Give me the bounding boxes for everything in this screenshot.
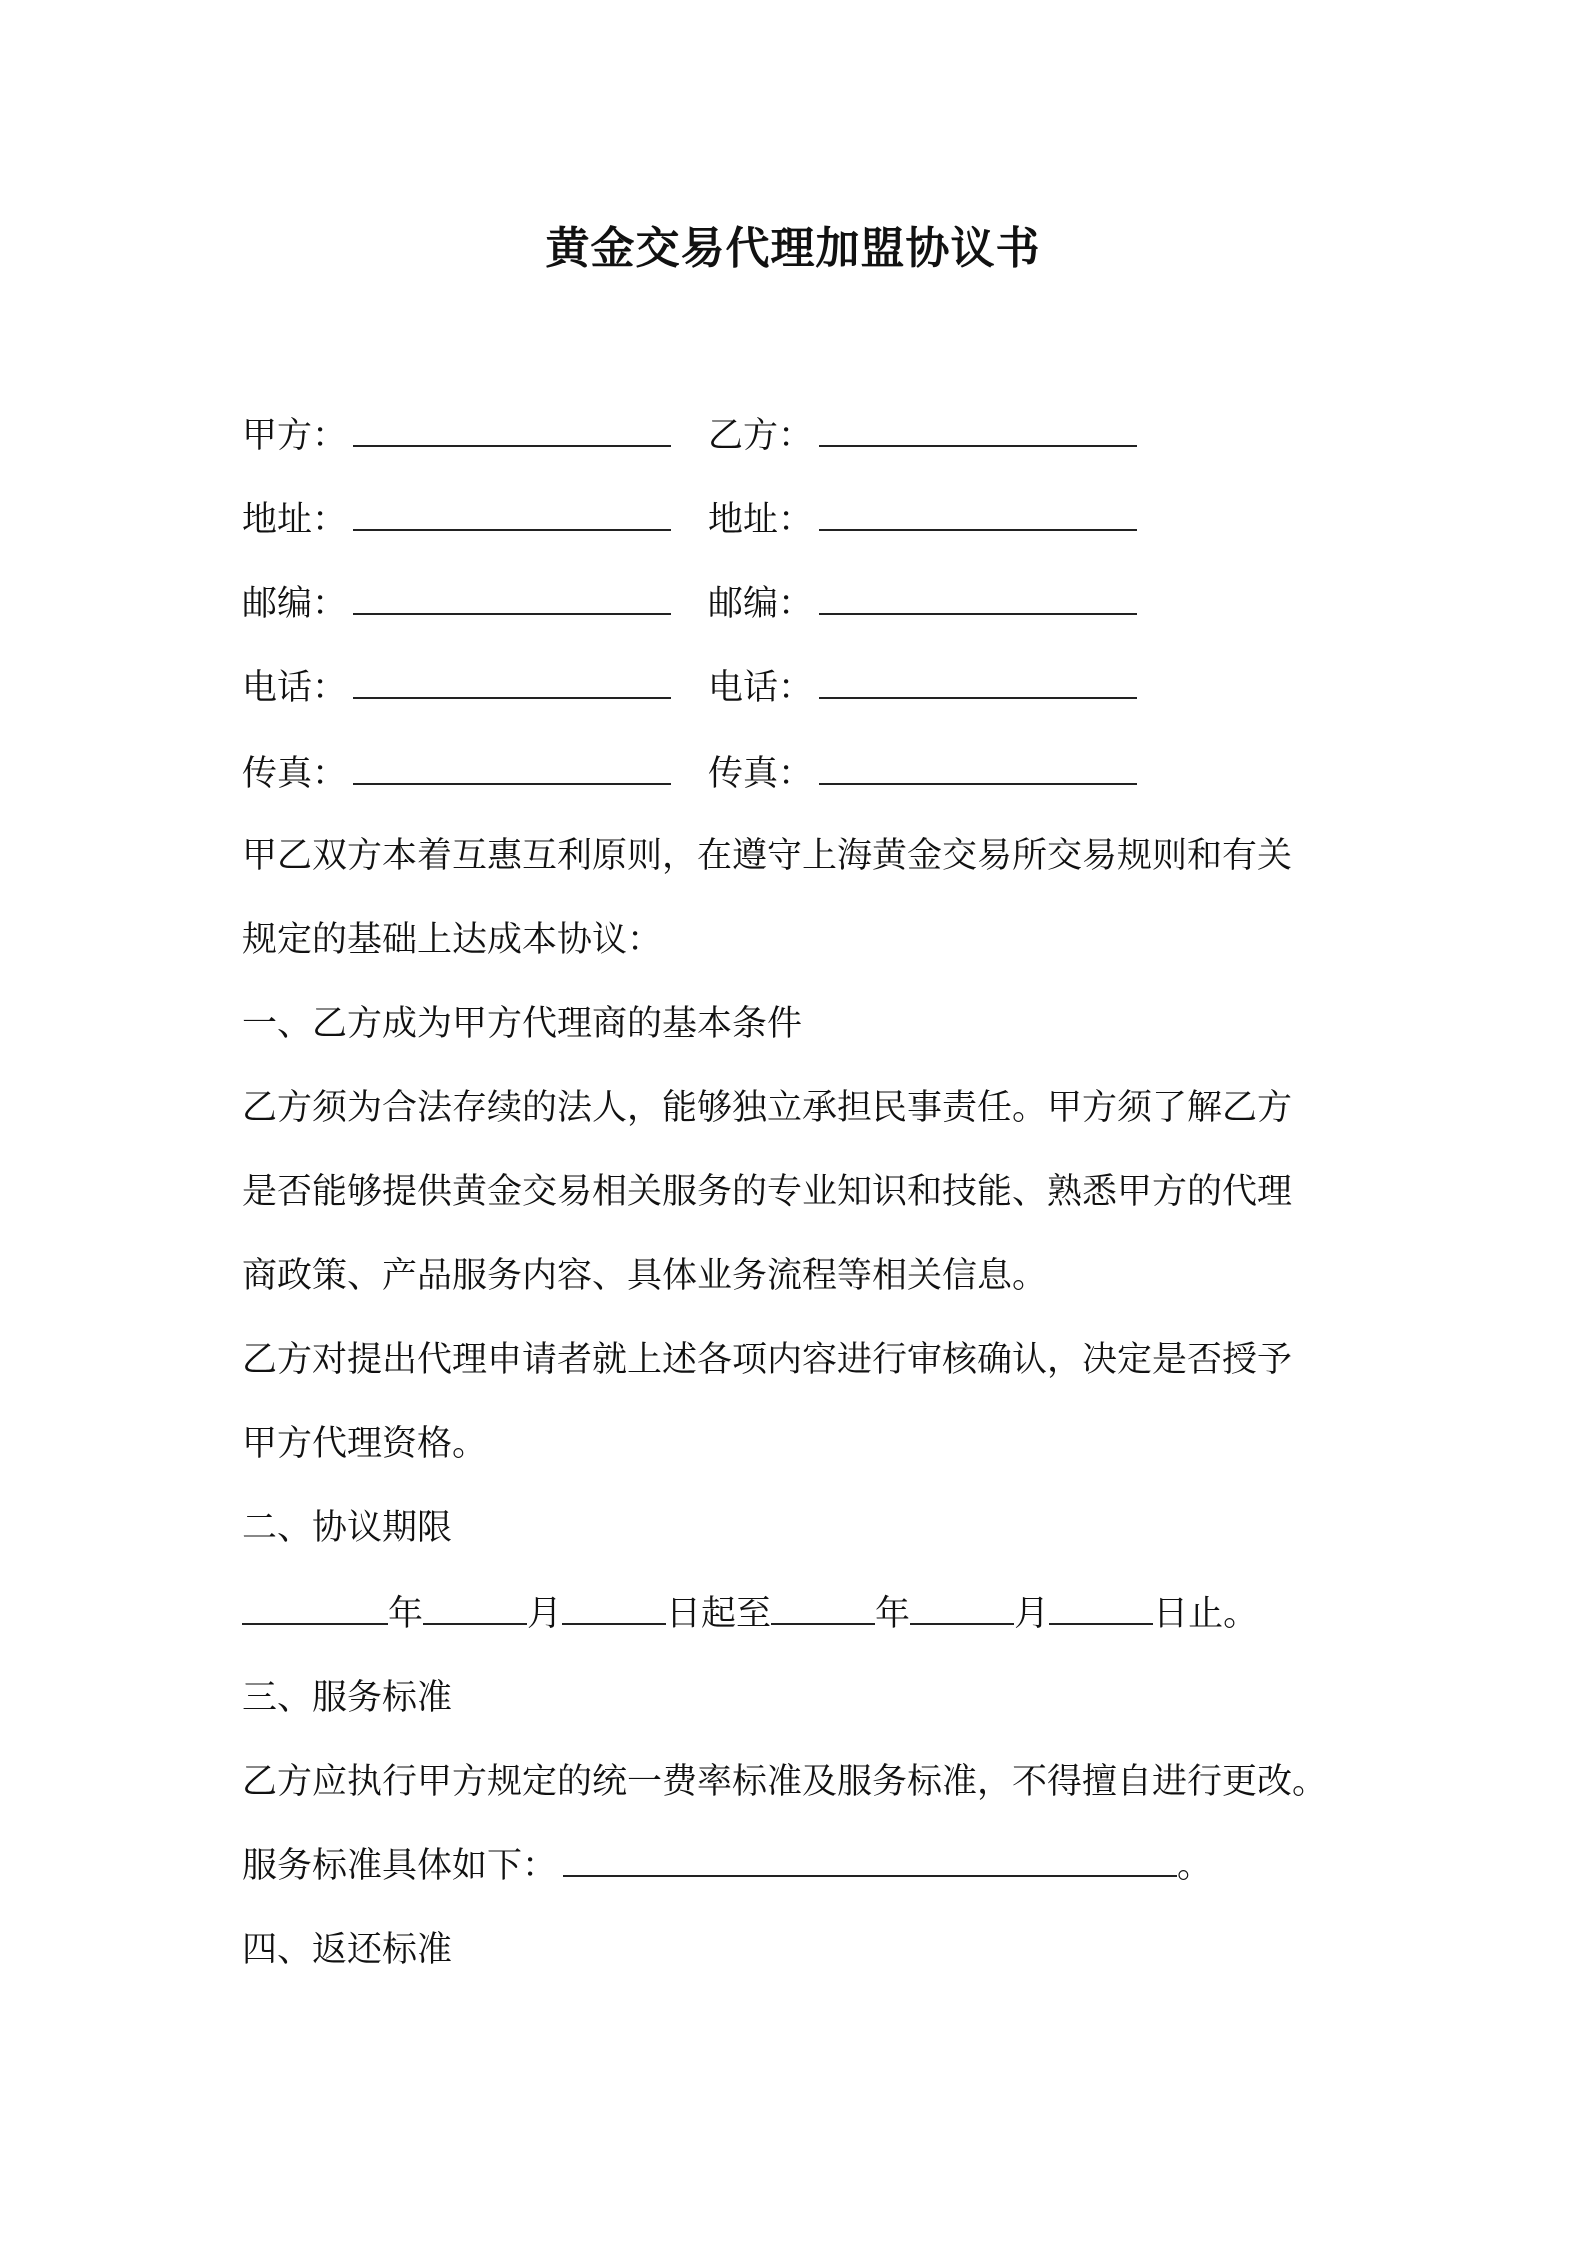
party-row-fax	[0, 750, 1586, 798]
party-a-address-field	[242, 496, 671, 544]
term-month-start-blank	[423, 1595, 527, 1625]
party-b-postcode-label: 邮编：	[708, 584, 814, 624]
paragraph-line: 商政策、产品服务内容、具体业务流程等相关信息。	[242, 1256, 1048, 1296]
party-b-label: 乙方：	[708, 416, 814, 456]
party-b-postcode-blank	[819, 585, 1137, 615]
party-b-fax-label: 传真：	[708, 754, 814, 794]
party-row-postcode	[0, 580, 1586, 628]
intro-line: 甲乙双方本着互惠互利原则，在遵守上海黄金交易所交易规则和有关	[242, 836, 1293, 876]
party-a-fax-field	[242, 750, 671, 798]
term-year-label: 年	[875, 1594, 911, 1634]
party-a-address-label: 地址：	[242, 500, 348, 540]
term-year-end-blank	[771, 1595, 875, 1625]
section-heading: 四、返还标准	[242, 1930, 453, 1970]
party-a-phone-label: 电话：	[242, 668, 348, 708]
party-b-postcode-field	[708, 580, 1137, 628]
party-b-fax-blank	[819, 755, 1137, 785]
party-a-postcode-blank	[353, 585, 671, 615]
paragraph-line: 乙方应执行甲方规定的统一费率标准及服务标准，不得擅自进行更改。	[242, 1762, 1328, 1802]
section-heading: 二、协议期限	[242, 1508, 453, 1548]
term-from-label: 日起至	[666, 1594, 772, 1634]
party-row-address	[0, 496, 1586, 544]
party-b-fax-field	[708, 750, 1137, 798]
service-standard-line	[242, 1842, 1212, 1890]
section-heading: 三、服务标准	[242, 1678, 453, 1718]
section-heading: 一、乙方成为甲方代理商的基本条件	[242, 1004, 803, 1044]
term-month-end-blank	[910, 1595, 1014, 1625]
party-a-field	[242, 412, 671, 460]
party-row-phone	[0, 664, 1586, 712]
paragraph-line: 甲方代理资格。	[242, 1424, 488, 1464]
party-b-blank	[819, 417, 1137, 447]
party-a-postcode-field	[242, 580, 671, 628]
term-year-start-blank	[242, 1595, 388, 1625]
party-b-address-field	[708, 496, 1137, 544]
party-a-address-blank	[353, 501, 671, 531]
party-a-fax-blank	[353, 755, 671, 785]
party-b-phone-label: 电话：	[708, 668, 814, 708]
term-until-label: 日止。	[1153, 1594, 1259, 1634]
term-day-start-blank	[562, 1595, 666, 1625]
party-a-blank	[353, 417, 671, 447]
term-month-label: 月	[527, 1594, 563, 1634]
party-b-address-label: 地址：	[708, 500, 814, 540]
party-b-field	[708, 412, 1137, 460]
paragraph-line: 乙方须为合法存续的法人，能够独立承担民事责任。甲方须了解乙方	[242, 1088, 1293, 1128]
term-day-end-blank	[1049, 1595, 1153, 1625]
party-a-postcode-label: 邮编：	[242, 584, 348, 624]
term-year-label: 年	[388, 1594, 424, 1634]
party-a-label: 甲方：	[242, 416, 348, 456]
service-standard-blank	[563, 1847, 1177, 1877]
party-row-name	[0, 412, 1586, 460]
document-title: 黄金交易代理加盟协议书	[545, 223, 1041, 274]
intro-line: 规定的基础上达成本协议：	[242, 920, 663, 960]
term-line	[242, 1590, 1258, 1638]
party-a-phone-blank	[353, 669, 671, 699]
service-standard-label: 服务标准具体如下：	[242, 1846, 558, 1886]
paragraph-line: 是否能够提供黄金交易相关服务的专业知识和技能、熟悉甲方的代理	[242, 1172, 1293, 1212]
term-month-label: 月	[1014, 1594, 1050, 1634]
party-a-fax-label: 传真：	[242, 754, 348, 794]
service-standard-end: 。	[1177, 1846, 1213, 1886]
party-b-phone-field	[708, 664, 1137, 712]
party-b-phone-blank	[819, 669, 1137, 699]
paragraph-line: 乙方对提出代理申请者就上述各项内容进行审核确认，决定是否授予	[242, 1340, 1293, 1380]
party-b-address-blank	[819, 501, 1137, 531]
party-a-phone-field	[242, 664, 671, 712]
